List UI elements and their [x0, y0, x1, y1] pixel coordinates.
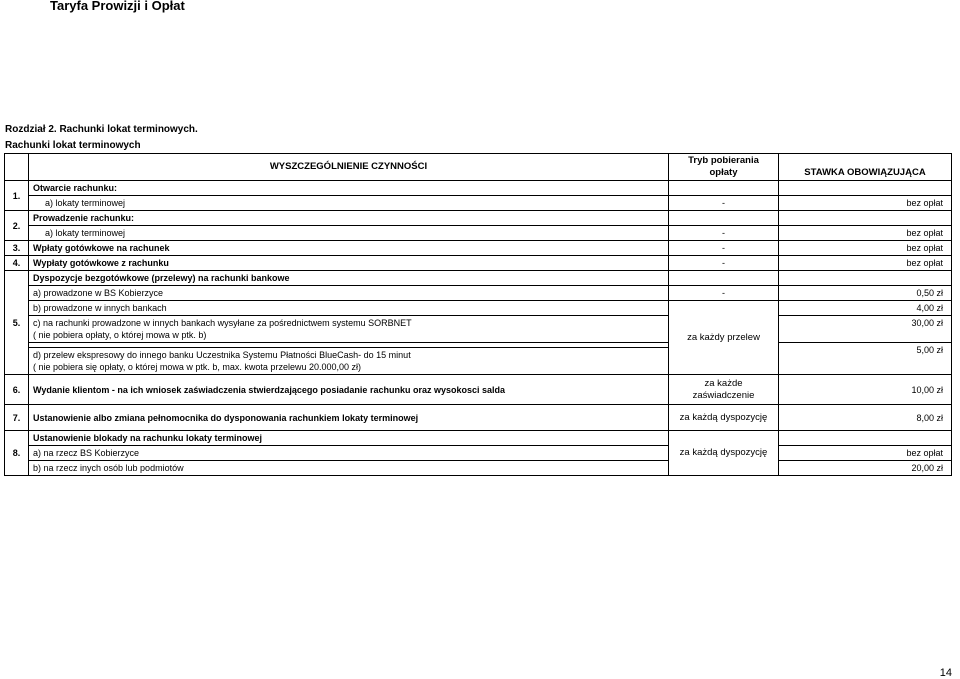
- document-title: Taryfa Prowizji i Opłat: [50, 0, 185, 13]
- table-row: [5, 286, 952, 301]
- transfer-sorbnet-line2: ( nie pobiera opłaty, o której mowa w ptk. b): [33, 330, 207, 340]
- row-rate: 8,00 zł: [779, 405, 952, 431]
- header-rate: STAWKA OBOWIĄZUJĄCA: [779, 154, 952, 181]
- table-row: [5, 446, 952, 461]
- row-label: Dyspozycje bezgotówkowe (przelewy) na rachunki bankowe: [29, 271, 669, 286]
- row-number: 6.: [5, 375, 29, 405]
- row-sublabel: a) lokaty terminowej: [29, 226, 669, 241]
- row-sublabel: [29, 348, 669, 375]
- table-row: [5, 301, 952, 316]
- row-sublabel: a) lokaty terminowej: [29, 196, 669, 211]
- table-row: [5, 405, 952, 431]
- row-number: 3.: [5, 241, 29, 256]
- row-rate: bez opłat: [779, 241, 952, 256]
- header-num: [5, 154, 29, 181]
- row-rate: bez opłat: [779, 256, 952, 271]
- row-sublabel: b) prowadzone w innych bankach: [29, 301, 669, 316]
- row-rate: 0,50 zł: [779, 286, 952, 301]
- page-number: 14: [939, 667, 952, 679]
- row-mode: za każde zaświadczenie: [669, 375, 779, 405]
- row-sublabel: a) na rzecz BS Kobierzyce: [29, 446, 669, 461]
- row-label: Otwarcie rachunku:: [29, 181, 669, 196]
- table-row: [5, 461, 952, 476]
- row-label: Wypłaty gotówkowe z rachunku: [29, 256, 669, 271]
- table-row: [5, 256, 952, 271]
- table-row: [5, 316, 952, 343]
- section-heading: Rozdział 2. Rachunki lokat terminowych.: [5, 124, 198, 135]
- row-rate: 4,00 zł: [779, 301, 952, 316]
- table-header-row: [5, 154, 952, 181]
- row-mode: -: [669, 286, 779, 301]
- row-rate: 30,00 zł: [779, 316, 952, 343]
- row-sublabel: b) na rzecz inych osób lub podmiotów: [29, 461, 669, 476]
- row-number: 7.: [5, 405, 29, 431]
- header-mode: Tryb pobierania opłaty: [669, 154, 779, 181]
- row-number: 5.: [5, 271, 29, 375]
- header-activity: WYSZCZEGÓLNIENIE CZYNNOŚCI: [29, 154, 669, 181]
- row-rate: 10,00 zł: [779, 375, 952, 405]
- row-rate: 20,00 zł: [779, 461, 952, 476]
- row-rate: bez opłat: [779, 196, 952, 211]
- row-mode: za każdą dyspozycję: [669, 405, 779, 431]
- row-label: Ustanowienie blokady na rachunku lokaty terminowej: [29, 431, 669, 446]
- row-mode: za każdą dyspozycję: [669, 431, 779, 476]
- row-mode: -: [669, 196, 779, 211]
- row-number: 4.: [5, 256, 29, 271]
- row-mode: -: [669, 256, 779, 271]
- transfer-express-line1: d) przelew ekspresowy do innego banku Uczestnika Systemu Płatności BlueCash- do 15 minut: [33, 350, 411, 360]
- row-number: 8.: [5, 431, 29, 476]
- table-row: [5, 431, 952, 446]
- table-row: [5, 211, 952, 226]
- table-row: [5, 196, 952, 211]
- row-sublabel: a) prowadzone w BS Kobierzyce: [29, 286, 669, 301]
- table-row: [5, 226, 952, 241]
- row-number: 1.: [5, 181, 29, 211]
- row-label: Wpłaty gotówkowe na rachunek: [29, 241, 669, 256]
- row-mode: -: [669, 226, 779, 241]
- row-rate: bez opłat: [779, 226, 952, 241]
- row-label: Ustanowienie albo zmiana pełnomocnika do dysponowania rachunkiem lokaty terminowej: [29, 405, 669, 431]
- row-label: Prowadzenie rachunku:: [29, 211, 669, 226]
- transfer-express-line2: ( nie pobiera się opłaty, o której mowa w ptk. b, max. kwota przelewu 20.000,00 zł): [33, 362, 361, 372]
- row-rate: bez opłat: [779, 446, 952, 461]
- fee-table: [4, 153, 952, 476]
- row-rate: 5,00 zł: [779, 343, 952, 375]
- table-row: [5, 375, 952, 405]
- section-subheading: Rachunki lokat terminowych: [5, 140, 141, 151]
- row-mode: -: [669, 241, 779, 256]
- transfer-sorbnet-line1: c) na rachunki prowadzone w innych bankach wysyłane za pośrednictwem systemu SORBNET: [33, 318, 412, 328]
- row-number: 2.: [5, 211, 29, 241]
- row-label: Wydanie klientom - na ich wniosek zaświadczenia stwierdzającego posiadanie rachunku oraz wysokosci salda: [29, 375, 669, 405]
- table-row: [5, 271, 952, 286]
- table-row: [5, 241, 952, 256]
- table-row: [5, 181, 952, 196]
- row-mode: za każdy przelew: [669, 301, 779, 375]
- row-sublabel: [29, 316, 669, 343]
